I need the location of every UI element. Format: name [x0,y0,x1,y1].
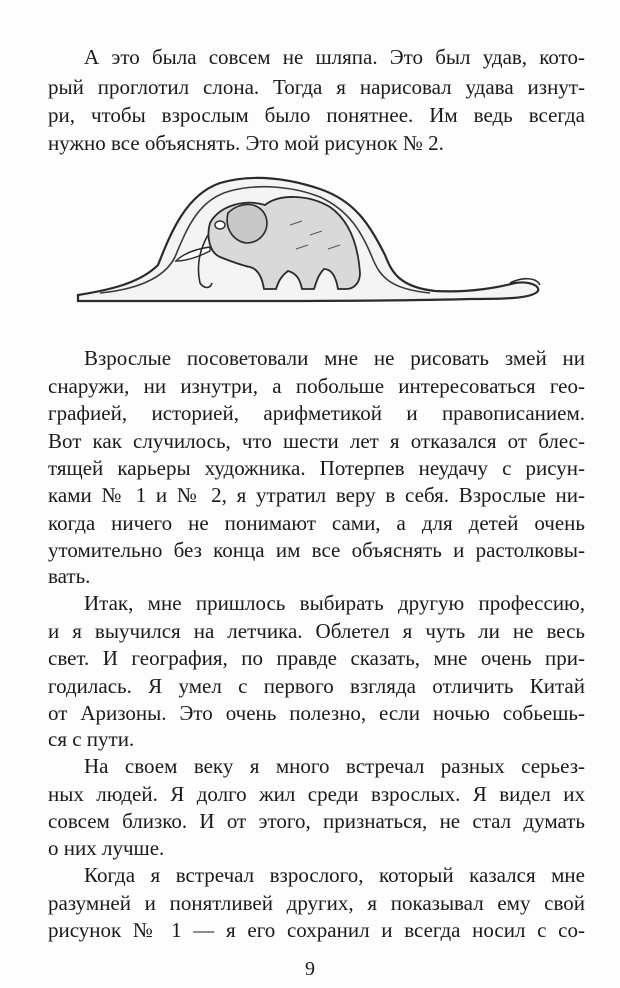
text-line: о них лучше. [48,836,165,860]
text-line: утомительно без конца им все объяснять и растолковы- [48,538,585,562]
text-line: годилась. Я умел с первого взгляда отличить Китай [48,674,585,698]
text-line: ри, чтобы взрослым было понятнее. Им ведь всегда [48,103,585,127]
text-line: от Аризоны. Это очень полезно, если ночью собьешь- [48,701,585,725]
text-line: Вот как случилось, что шести лет я отказался от блес- [48,429,585,453]
text-line: Когда я встречал взрослого, который казался мне [84,863,585,887]
text-line: ся с пути. [48,727,135,751]
text-line: ками № 1 и № 2, я утратил веру в себя. Взрослые ни- [48,483,585,507]
text-line: совсем близко. И от этого, признаться, не стал думать [48,809,585,833]
text-line: вать. [48,564,91,588]
text-line: разумней и понятливей других, я показывал ему свой [48,891,585,915]
text-line: и я выучился на летчика. Облетел я чуть ли не весь [48,619,585,643]
text-line: А это была совсем не шляпа. Это был удав, кото- [84,45,585,69]
text-line: рисунок № 1 — я его сохранил и всегда носил с со- [48,918,585,942]
text-line: тящей карьеры художника. Потерпев неудачу с рисун- [48,456,585,480]
text-line: снаружи, ни изнутри, а побольше интересоваться гео- [48,374,585,398]
boa-elephant-drawing [70,165,550,315]
text-line: ных людей. Я долго жил среди взрослых. Я видел их [48,782,585,806]
text-line: Взрослые посоветовали мне не рисовать змей ни [84,346,585,370]
text-line: свет. И география, по правде сказать, мне очень при- [48,646,585,670]
text-line: Итак, мне пришлось выбирать другую профессию, [84,591,585,615]
page-number: 9 [305,958,315,980]
text-line: нужно все объяснять. Это мой рисунок № 2. [48,131,444,155]
text-line: графией, историей, арифметикой и правописанием. [48,401,585,425]
text-line: На своем веку я много встречал разных серьез- [84,754,585,778]
text-line: рый проглотил слона. Тогда я нарисовал удава изнут- [48,75,585,99]
text-line: когда ничего не понимают сами, а для детей очень [48,511,585,535]
